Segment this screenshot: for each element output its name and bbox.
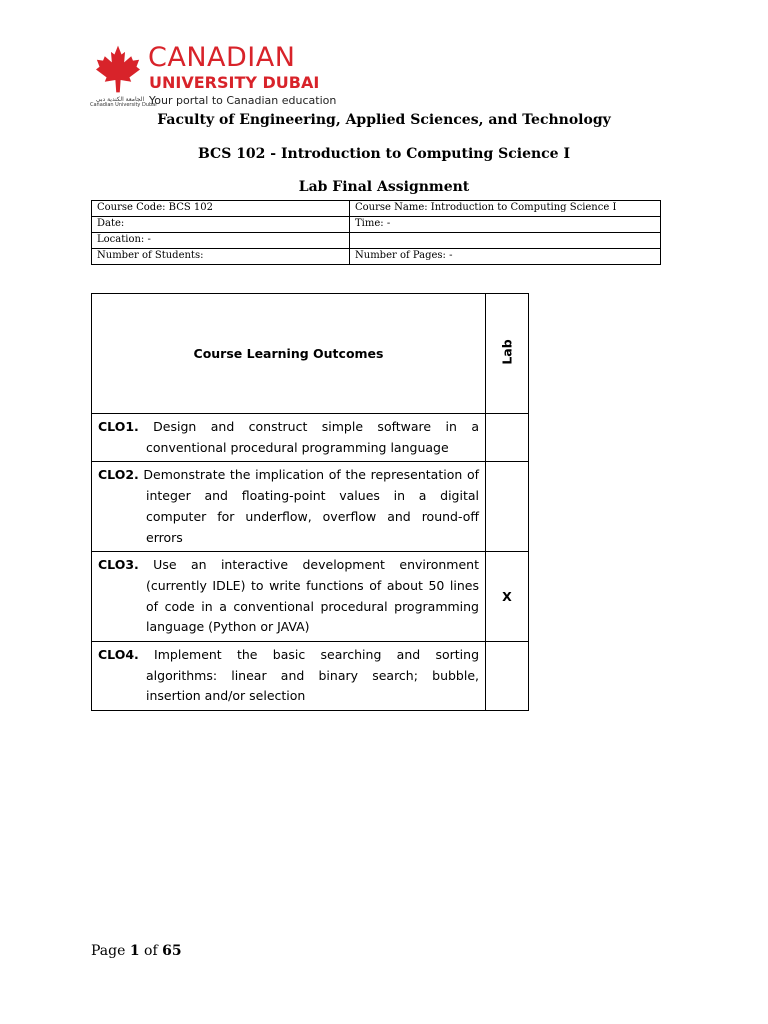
lab-column-header	[486, 294, 529, 414]
clo-lab-mark	[486, 642, 529, 711]
clo-row	[92, 642, 529, 711]
logo-brand-line2: UNIVERSITY DUBAI	[149, 73, 320, 92]
course-info-table	[91, 200, 661, 265]
clo-lab-mark: X	[486, 552, 529, 642]
maple-leaf-icon	[96, 44, 140, 94]
clo-text: Use an interactive development environment (currently IDLE) to write functions of about 50 lines of code in a conventional procedural programming language (Python or JAVA)	[138, 557, 479, 635]
time-cell: Time: -	[350, 217, 661, 233]
course-code-cell: Course Code: BCS 102	[92, 201, 350, 217]
clo-row	[92, 462, 529, 552]
students-cell: Number of Students:	[92, 249, 350, 265]
clo-description	[92, 552, 486, 642]
logo-arabic-text: الجامعة الكندية دبي	[95, 96, 145, 103]
clo-header-row	[92, 294, 529, 414]
info-row	[92, 201, 661, 217]
lab-column-label: Lab	[499, 339, 515, 365]
info-row	[92, 249, 661, 265]
empty-cell	[350, 233, 661, 249]
date-cell: Date:	[92, 217, 350, 233]
clo-code: CLO3.	[98, 557, 139, 573]
clo-description	[92, 642, 486, 711]
current-page: 1	[129, 943, 140, 959]
clo-lab-mark	[486, 414, 529, 462]
course-heading: BCS 102 - Introduction to Computing Science I	[197, 146, 571, 162]
clo-text: Implement the basic searching and sorting algorithms: linear and binary search; bubble, insertion and/or selection	[138, 647, 479, 704]
clo-text: Design and construct simple software in a conventional procedural programming language	[138, 419, 479, 455]
logo-small-name: Canadian University Dubai	[90, 102, 157, 108]
clo-row	[92, 552, 529, 642]
course-name-cell: Course Name: Introduction to Computing Science I	[350, 201, 661, 217]
assignment-heading: Lab Final Assignment	[298, 179, 470, 195]
pages-cell: Number of Pages: -	[350, 249, 661, 265]
logo-tagline: Your portal to Canadian education	[149, 94, 337, 107]
total-pages: 65	[162, 943, 182, 959]
clo-row	[92, 414, 529, 462]
clo-code: CLO2.	[98, 467, 139, 483]
info-row	[92, 233, 661, 249]
page-footer	[91, 943, 182, 959]
of-word: of	[144, 943, 158, 959]
clo-header-cell: Course Learning Outcomes	[92, 294, 486, 414]
location-cell: Location: -	[92, 233, 350, 249]
info-row	[92, 217, 661, 233]
clo-text: Demonstrate the implication of the representation of integer and floating-point values in a digital computer for underflow, overflow and round-off errors	[138, 467, 479, 545]
clo-description	[92, 414, 486, 462]
clo-lab-mark	[486, 462, 529, 552]
clo-code: CLO4.	[98, 647, 139, 663]
clo-table	[91, 293, 529, 711]
page-word: Page	[91, 943, 126, 959]
clo-code: CLO1.	[98, 419, 139, 434]
faculty-heading: Faculty of Engineering, Applied Sciences, and Technology	[157, 112, 611, 128]
clo-description	[92, 462, 486, 552]
logo-brand-line1: CANADIAN	[148, 42, 296, 73]
university-logo	[88, 40, 337, 112]
